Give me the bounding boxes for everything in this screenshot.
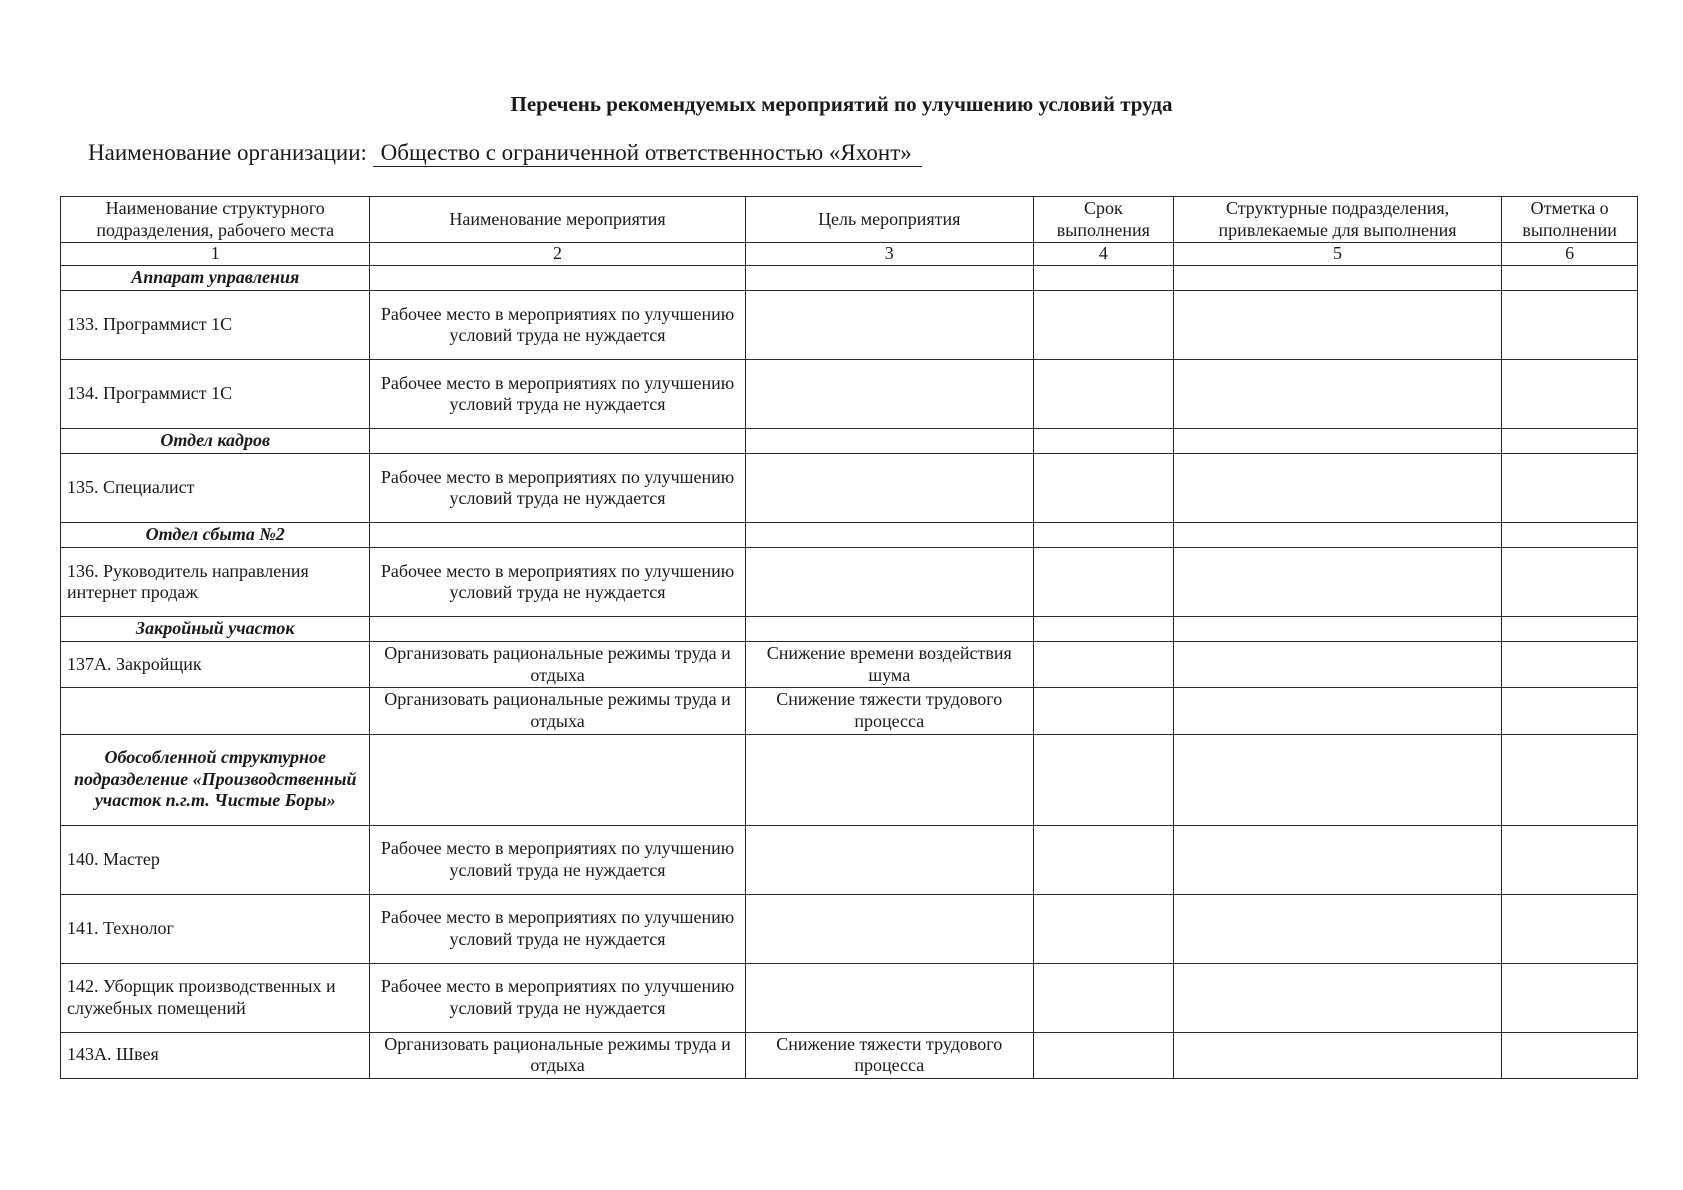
workplace-cell: 142. Уборщик производственных и служебных помещений xyxy=(61,963,370,1032)
empty-cell xyxy=(1173,266,1502,291)
measure-cell: Рабочее место в мероприятиях по улучшению условий труда не нуждается xyxy=(370,894,745,963)
measure-cell: Рабочее место в мероприятиях по улучшению условий труда не нуждается xyxy=(370,963,745,1032)
goal-cell xyxy=(745,548,1033,617)
goal-cell xyxy=(745,894,1033,963)
column-number: 6 xyxy=(1502,243,1638,266)
goal-cell: Снижение тяжести трудового процесса xyxy=(745,1032,1033,1078)
empty-cell xyxy=(370,523,745,548)
table-row xyxy=(61,688,1638,734)
table-row xyxy=(61,1032,1638,1078)
measures-table xyxy=(60,196,1638,1079)
mark-cell xyxy=(1502,454,1638,523)
empty-cell xyxy=(1173,523,1502,548)
organization-label: Наименование организации: xyxy=(88,140,367,165)
goal-cell xyxy=(745,360,1033,429)
units-cell xyxy=(1173,825,1502,894)
empty-cell xyxy=(1502,734,1638,825)
mark-cell xyxy=(1502,291,1638,360)
empty-cell xyxy=(745,523,1033,548)
units-cell xyxy=(1173,291,1502,360)
document-title: Перечень рекомендуемых мероприятий по улучшению условий труда xyxy=(510,92,1173,116)
table-body xyxy=(61,266,1638,1079)
column-number: 1 xyxy=(61,243,370,266)
term-cell xyxy=(1033,642,1173,688)
workplace-cell: 137А. Закройщик xyxy=(61,642,370,688)
table-row xyxy=(61,642,1638,688)
table-header-row xyxy=(61,197,1638,243)
units-cell xyxy=(1173,1032,1502,1078)
goal-cell xyxy=(745,291,1033,360)
table-row xyxy=(61,548,1638,617)
empty-cell xyxy=(1033,429,1173,454)
section-row xyxy=(61,266,1638,291)
empty-cell xyxy=(745,429,1033,454)
empty-cell xyxy=(1033,617,1173,642)
header-cell: Наименование структурного подразделения, рабочего места xyxy=(61,197,370,243)
mark-cell xyxy=(1502,894,1638,963)
measure-cell: Организовать рациональные режимы труда и отдыха xyxy=(370,1032,745,1078)
empty-cell xyxy=(370,266,745,291)
measure-cell: Рабочее место в мероприятиях по улучшению условий труда не нуждается xyxy=(370,360,745,429)
empty-cell xyxy=(1502,266,1638,291)
header-cell: Цель мероприятия xyxy=(745,197,1033,243)
workplace-cell: 135. Специалист xyxy=(61,454,370,523)
header-cell: Отметка о выполнении xyxy=(1502,197,1638,243)
section-name: Аппарат управления xyxy=(61,266,370,291)
units-cell xyxy=(1173,963,1502,1032)
header-cell: Срок выполнения xyxy=(1033,197,1173,243)
measure-cell: Организовать рациональные режимы труда и отдыха xyxy=(370,642,745,688)
empty-cell xyxy=(1033,266,1173,291)
section-name: Отдел кадров xyxy=(61,429,370,454)
workplace-cell: 134. Программист 1С xyxy=(61,360,370,429)
section-name: Отдел сбыта №2 xyxy=(61,523,370,548)
table-row xyxy=(61,963,1638,1032)
term-cell xyxy=(1033,548,1173,617)
units-cell xyxy=(1173,360,1502,429)
term-cell xyxy=(1033,360,1173,429)
term-cell xyxy=(1033,291,1173,360)
goal-cell xyxy=(745,825,1033,894)
section-row xyxy=(61,429,1638,454)
column-number: 5 xyxy=(1173,243,1502,266)
mark-cell xyxy=(1502,825,1638,894)
units-cell xyxy=(1173,688,1502,734)
workplace-cell: 143А. Швея xyxy=(61,1032,370,1078)
empty-cell xyxy=(1173,734,1502,825)
measure-cell: Организовать рациональные режимы труда и отдыха xyxy=(370,688,745,734)
organization-line xyxy=(88,140,922,167)
table-row xyxy=(61,825,1638,894)
mark-cell xyxy=(1502,642,1638,688)
header-cell: Структурные подразделения, привлекаемые для выполнения xyxy=(1173,197,1502,243)
column-number-row xyxy=(61,243,1638,266)
empty-cell xyxy=(1502,617,1638,642)
workplace-cell: 136. Руководитель направления интернет продаж xyxy=(61,548,370,617)
section-name: Обособленной структурное подразделение «Производственный участок п.г.т. Чистые Боры» xyxy=(61,734,370,825)
goal-cell xyxy=(745,454,1033,523)
mark-cell xyxy=(1502,963,1638,1032)
empty-cell xyxy=(370,617,745,642)
organization-name: Общество с ограниченной ответственностью «Яхонт» xyxy=(373,140,922,167)
workplace-cell: 133. Программист 1С xyxy=(61,291,370,360)
term-cell xyxy=(1033,963,1173,1032)
column-number: 2 xyxy=(370,243,745,266)
table-row xyxy=(61,894,1638,963)
units-cell xyxy=(1173,894,1502,963)
section-row xyxy=(61,617,1638,642)
empty-cell xyxy=(1502,429,1638,454)
empty-cell xyxy=(745,266,1033,291)
section-name: Закройный участок xyxy=(61,617,370,642)
column-number: 4 xyxy=(1033,243,1173,266)
empty-cell xyxy=(370,734,745,825)
term-cell xyxy=(1033,825,1173,894)
measure-cell: Рабочее место в мероприятиях по улучшению условий труда не нуждается xyxy=(370,548,745,617)
goal-cell: Снижение тяжести трудового процесса xyxy=(745,688,1033,734)
units-cell xyxy=(1173,548,1502,617)
mark-cell xyxy=(1502,360,1638,429)
section-row xyxy=(61,734,1638,825)
term-cell xyxy=(1033,454,1173,523)
table-row xyxy=(61,291,1638,360)
workplace-cell xyxy=(61,688,370,734)
units-cell xyxy=(1173,642,1502,688)
empty-cell xyxy=(745,617,1033,642)
mark-cell xyxy=(1502,688,1638,734)
column-number: 3 xyxy=(745,243,1033,266)
measure-cell: Рабочее место в мероприятиях по улучшению условий труда не нуждается xyxy=(370,454,745,523)
header-cell: Наименование мероприятия xyxy=(370,197,745,243)
units-cell xyxy=(1173,454,1502,523)
table-row xyxy=(61,454,1638,523)
empty-cell xyxy=(745,734,1033,825)
goal-cell xyxy=(745,963,1033,1032)
goal-cell: Снижение времени воздействия шума xyxy=(745,642,1033,688)
empty-cell xyxy=(1033,523,1173,548)
empty-cell xyxy=(370,429,745,454)
term-cell xyxy=(1033,688,1173,734)
empty-cell xyxy=(1173,429,1502,454)
table-row xyxy=(61,360,1638,429)
measure-cell: Рабочее место в мероприятиях по улучшению условий труда не нуждается xyxy=(370,825,745,894)
section-row xyxy=(61,523,1638,548)
empty-cell xyxy=(1502,523,1638,548)
term-cell xyxy=(1033,1032,1173,1078)
workplace-cell: 141. Технолог xyxy=(61,894,370,963)
empty-cell xyxy=(1033,734,1173,825)
mark-cell xyxy=(1502,1032,1638,1078)
workplace-cell: 140. Мастер xyxy=(61,825,370,894)
empty-cell xyxy=(1173,617,1502,642)
term-cell xyxy=(1033,894,1173,963)
measure-cell: Рабочее место в мероприятиях по улучшению условий труда не нуждается xyxy=(370,291,745,360)
mark-cell xyxy=(1502,548,1638,617)
